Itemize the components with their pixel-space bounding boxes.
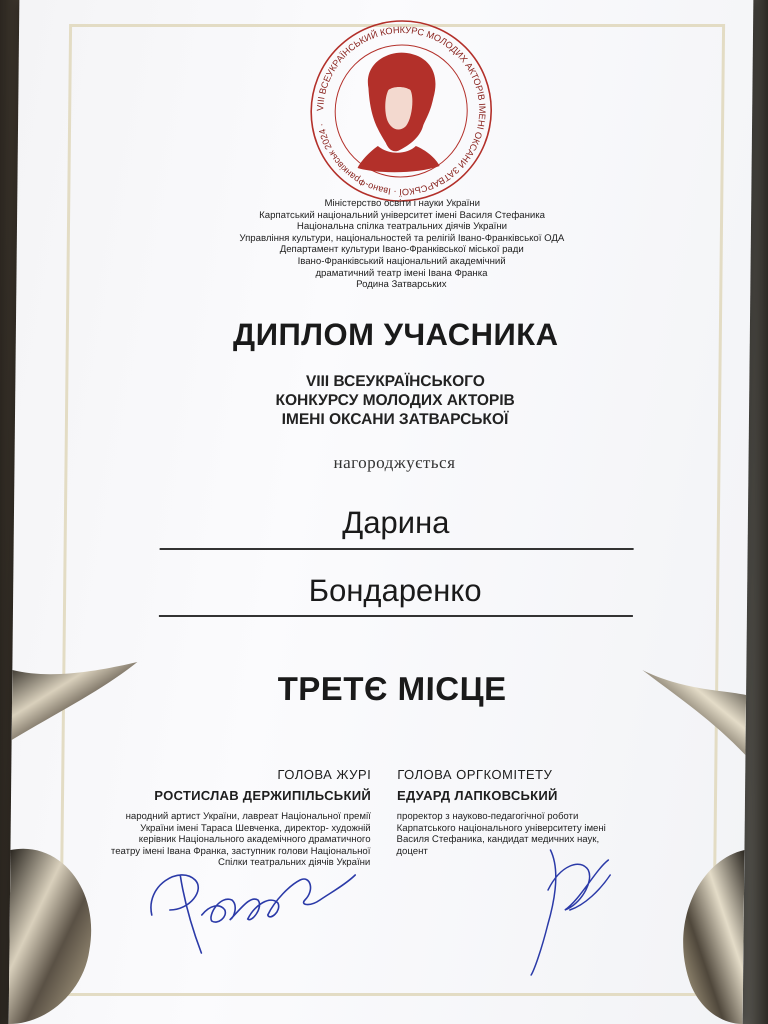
- organization-line: Управління культури, національностей та релігій Івано-Франківської ОДА: [239, 232, 565, 244]
- jury-desc-line: Спілки театральних діячів України: [217, 857, 371, 869]
- jury-name: РОСТИСЛАВ ДЕРЖИПІЛЬСЬКИЙ: [154, 788, 372, 803]
- recipient-last-name: Бондаренко: [308, 573, 482, 608]
- committee-desc-line: доцент: [396, 845, 428, 857]
- name-underline: [160, 548, 634, 550]
- emblem-ring-text: VIII ВСЕУКРАЇНСЬКИЙ КОНКУРС МОЛОДИХ АКТОРІВ ІМЕНІ ОКСАНИ ЗАТВАРСЬКОЇ · Івано-Франківськ 2024 ·: [315, 24, 488, 198]
- jury-desc-line: керівник Національного академічного драматичного: [138, 834, 371, 846]
- jury-desc-line: театру імені Івана Франка, заступник голови Національної: [110, 845, 371, 857]
- committee-chair-signature: [509, 830, 631, 980]
- award-place: ТРЕТЄ МІСЦЕ: [277, 670, 507, 707]
- subtitle-line: ІМЕНІ ОКСАНИ ЗАТВАРСЬКОЇ: [281, 411, 509, 428]
- contest-emblem: [307, 18, 495, 204]
- jury-chair-block: [80, 767, 371, 869]
- committee-name: ЕДУАРД ЛАПКОВСЬКИЙ: [396, 788, 558, 803]
- jury-desc-line: України імені Тараса Шевченка, директор- художній: [140, 822, 371, 834]
- portrait-icon: [358, 53, 441, 173]
- diploma-title: ДИПЛОМ УЧАСНИКА: [232, 317, 559, 352]
- committee-desc-line: проректор з науково-педагогічної роботи: [396, 811, 579, 822]
- organization-line: Національна спілка театральних діячів України: [296, 221, 508, 233]
- diploma-sheet: [9, 0, 754, 1024]
- recipient-first-name: Дарина: [342, 505, 450, 540]
- committee-desc-line: Карпатського національного університету імені: [396, 822, 606, 834]
- committee-role: ГОЛОВА ОРГКОМІТЕТУ: [397, 767, 553, 782]
- organization-line: Департамент культури Івано-Франківської міської ради: [279, 244, 524, 256]
- organization-line: Родина Затварських: [356, 279, 447, 291]
- jury-chair-signature: [139, 855, 370, 965]
- surname-underline: [159, 615, 633, 617]
- contest-subtitle: [165, 372, 626, 429]
- subtitle-line: КОНКУРСУ МОЛОДИХ АКТОРІВ: [275, 392, 515, 409]
- committee-desc-line: Василя Стефаника, кандидат медичних наук,: [396, 834, 600, 846]
- organization-line: Карпатський національний університет імені Василя Стефаника: [259, 209, 546, 221]
- organizations-list: [166, 198, 637, 291]
- jury-role: ГОЛОВА ЖУРІ: [277, 767, 372, 782]
- awarded-label: нагороджується: [333, 453, 456, 472]
- organization-line: Івано-Франківський національний академічний: [297, 255, 506, 267]
- organization-line: драматичний театр імені Івана Франка: [315, 267, 488, 279]
- organization-line: Міністерство освіти і науки України: [324, 198, 481, 209]
- subtitle-line: VIII ВСЕУКРАЇНСЬКОГО: [305, 373, 485, 390]
- jury-desc-line: народний артист України, лавреат Національної премії: [125, 811, 371, 822]
